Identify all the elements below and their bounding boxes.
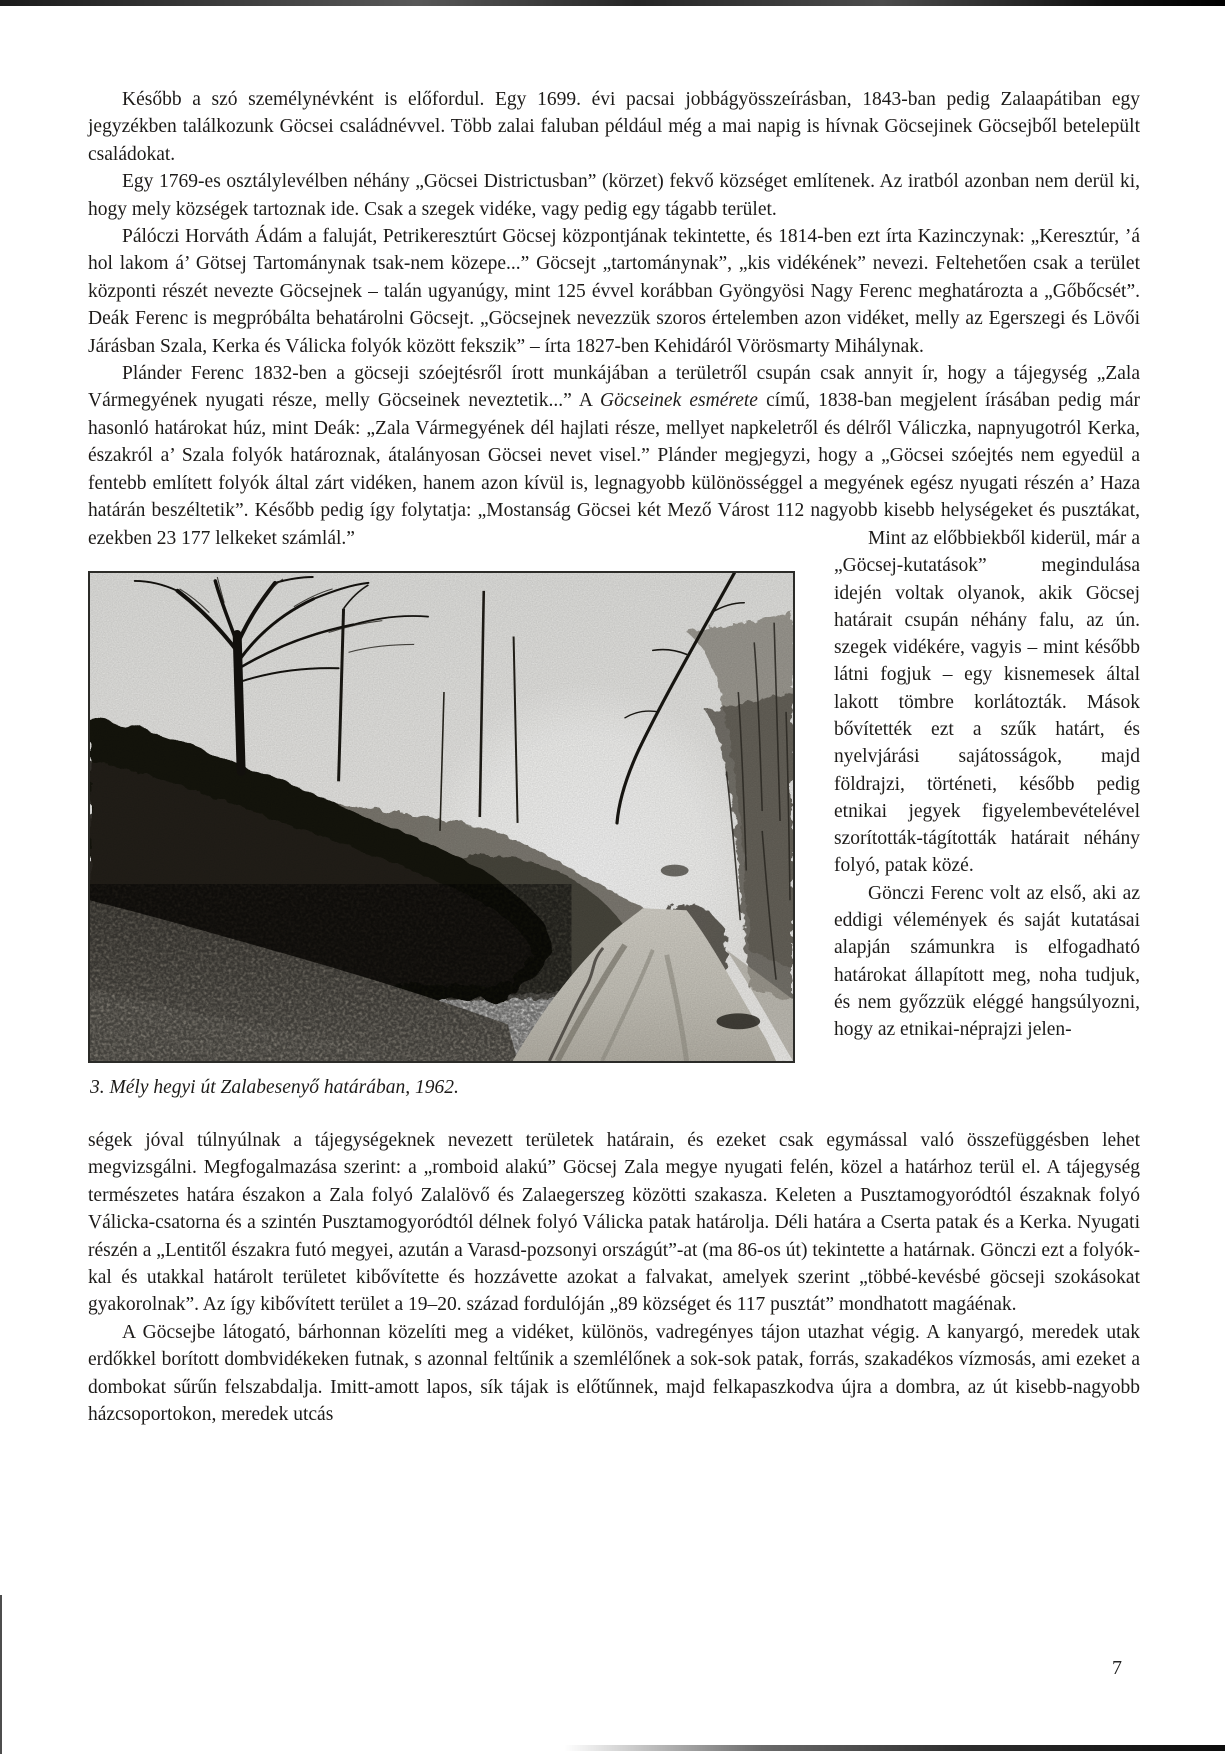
page-number: 7 <box>1112 1657 1122 1679</box>
book-title-italic: Göcseinek esmérete <box>600 390 758 412</box>
paragraph: Később a szó személynévként is előfordul. Egy 1699. évi pacsai jobbágyösszeírásban, 1843-ban pedig Zalaapátiban egy jegyzékben találkozunk Göcsei családnévvel. Több zalai faluban például még a mai napig is hívnak Göcsejinek Göcsejből betelepült családokat. <box>88 89 1140 165</box>
paragraph <box>88 360 1140 552</box>
paragraph-text: Plánder Ferenc 1832-ben a göcseji szóejtésről írott munkájában a területről csupán csak annyit ír, hogy a tájegység „Zala Vármegyének nyugati része, melly Göcseinek neveztetik...” A <box>88 363 1140 412</box>
paragraph-continuation: ségek jóval túlnyúlnak a tájegységeknek nevezett területek határain, és ezeket csak egymással való összefüggésben lehet megvizsgálni. Megfogalmazása szerint: a „romboid alakú” Göcsej Zala megye nyugati felén, közel a határhoz terül el. A tájegység természetes határa északon a Zala folyó Zalalövő és Zalaegerszeg közötti szakasza. Keleten a Pusztamogyoródtól északnak folyó Válicka-csatorna és a szintén Pusztamogyoródtól délnek folyó Válicka patak határolja. Déli határa a Cserta patak és a Kerka. Nyugati részén a „Lentitől északra futó megyei, azután a Varasd-pozsonyi országút”-at (ma 86-os út) tekintette a határnak. Gönczi ezt a folyókkal és utakkal határolt területet kibővítette és hozzávette azokat a falvakat, amelyek szerint „többé-kevésbé göcseji szokásokat gyakorolnak”. Az így kibővített terület a 19–20. század fordulóján „89 községet és 117 pusztát” mondhatott magáénak. <box>88 1129 1140 1316</box>
scan-artifact-bottom-edge <box>564 1745 1225 1751</box>
scan-artifact-top-edge <box>0 0 1225 6</box>
photo-sunken-road-image <box>88 571 795 1063</box>
right-text-column <box>834 525 1140 1044</box>
bottom-text-section <box>88 1127 1140 1428</box>
photo-figure <box>88 525 795 1101</box>
paragraph: Gönczi Ferenc volt az első, aki az eddigi vélemények és saját kutatásai alapján számunkra is elfogadható határokat állapított meg, noha tudjuk, és nem győzzük eléggé hangsúlyozni, hogy az etnikai-néprajzi jelen- <box>834 882 1140 1041</box>
paragraph-text: című, 1838-ban megjelent írásában pedig már hasonló határokat húz, mint Deák: „Zala Vármegyének dél hajlati része, mellyet napkeletről és délről Váliczka, napnyugotról Kerka, északról a’ Szala folyók határoznak, átalányosan Göcsei nevet visel.” Plánder megjegyzi, hogy a „Göcsei szóejtés nem egyedül a fentebb említett folyók által zárt vidéken, hanem azon kívül is, legnagyobb különösséggel a megyének egész nyugati részén a’ Haza határán beszéltetik”. Később pedig így folytatja: „Mostanság Göcsei két Mező Várost 112 nagyobb kisebb helységeket és pusztákat, ezekben 23 177 lelkeket számlál.” <box>88 390 1140 549</box>
photo-caption: 3. Mély hegyi út Zalabesenyő határában, 1962. <box>90 1076 459 1098</box>
photo-and-column-row <box>88 525 1140 1101</box>
sunken-road-photo-illustration <box>90 573 793 1061</box>
paragraph: Egy 1769-es osztálylevélben néhány „Göcsei Districtusban” (körzet) fekvő községet említenek. Az iratból azonban nem derül ki, hogy mely községek tartoznak ide. Csak a szegek vidéke, vagy pedig egy tágabb terület. <box>88 171 1140 220</box>
paragraph: A Göcsejbe látogató, bárhonnan közelíti meg a vidéket, különös, vadregényes tájon utazhat végig. A kanyargó, meredek utak erdőkkel borított dombvidékeken futnak, s azonnal feltűnik a szemlélőnek a sok-sok patak, forrás, szakadékos vízmosás, ami ezeket a dombokat sűrűn felszabdalja. Imitt-amott lapos, sík tájak is előtűnnek, majd felkapaszkodva újra a dombra, az út kisebb-nagyobb házcsoportokon, meredek utcás <box>88 1321 1140 1425</box>
paragraph: Mint az előbbiekből kiderül, már a „Göcsej-kutatások” megindulása idején voltak olyanok, akik Göcsej határait csupán néhány falu, az ún. szegek vidékére, vagyis – mint később látni fogjuk – egy kisnemesek által lakott tömbre korlátozták. Mások bővítették ezt a szűk határt, és nyelvjárási sajátosságok, majd földrajzi, történeti, később pedig etnikai jegyek figyelembevételével szorították-tágították határait néhány folyó, patak közé. <box>834 527 1140 877</box>
paragraph: Pálóczi Horváth Ádám a faluját, Petrikeresztúrt Göcsej központjának tekintette, és 1814-ben ezt írta Kazinczynak: „Keresztúr, ’á hol lakom á’ Götsej Tartománynak tsak-nem közepe...” Göcsejt „tartománynak”, „kis vidékének” nevezi. Feltehetően csak a terület központi részét nevezte Göcsejnek – talán ugyanúgy, mint 125 évvel korábban Gyöngyösi Nagy Ferenc meghatározta a „Gőbőcsét”. Deák Ferenc is megpróbálta behatárolni Göcsejt. „Göcsejnek nevezzük szoros értelemben azon vidéket, melly az Egerszegi és Lövői Járásban Szala, Kerka és Válicka folyók között fekszik” – írta 1827-ben Kehidáról Vörösmarty Mihálynak. <box>88 226 1140 357</box>
scan-artifact-left-edge <box>0 1595 2 1754</box>
page-content <box>88 86 1140 1428</box>
